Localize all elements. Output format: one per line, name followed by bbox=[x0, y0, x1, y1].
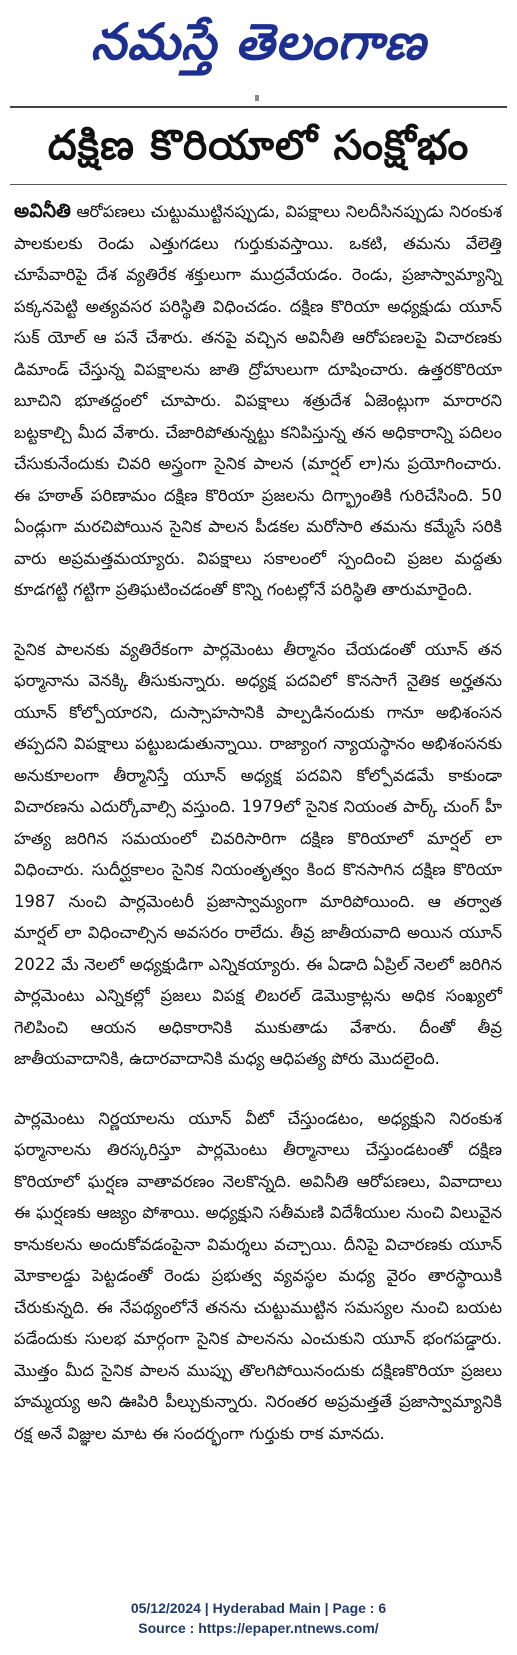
masthead-marker bbox=[255, 95, 259, 101]
headline-divider bbox=[10, 184, 507, 185]
headline: దక్షిణ కొరియాలో సంక్షోభం bbox=[47, 121, 470, 169]
top-divider bbox=[10, 106, 507, 108]
paragraph-2: సైనిక పాలనకు వ్యతిరేకంగా పార్లమెంటు తీర్మానం చేయడంతో యూన్ తన ఫర్మానాను వెనక్కి తీసుకున్నారు. అధ్యక్ష పదవిలో కొనసాగే నైతిక అర్హతను యూన్ కోల్పోయారని, దుస్సాహసానికి పాల్పడినందుకు గానూ అభిశంసన తప్పదని విపక్షాలు పట్టుబడుతున్నాయి. రాజ్యాంగ న్యాయస్థానం అభిశంసనకు అనుకూలంగా తీర్మానిస్తే యూన్ అధ్యక్ష పదవిని కోల్పోవడమే కాకుండా విచారణను ఎదుర్కోవాల్సి వస్తుంది. 1979లో సైనిక నియంత పార్క్ చుంగ్ హీ హత్య జరిగిన సమయంలో చివరిసారిగా దక్షిణ కొరియాలో మార్షల్ లా విధించారు. సుదీర్ఘకాలం సైనిక నియంతృత్వం కింద కొనసాగిన దక్షిణ కొరియా 1987 నుంచి పార్లమెంటరీ ప్రజాస్వామ్యంగా మారిపోయింది. ఆ తర్వాత మార్షల్ లా విధించాల్సిన అవసరం రాలేదు. తీవ్ర జాతీయవాది అయిన యూన్ 2022 మే నెలలో అధ్యక్షుడిగా ఎన్నికయ్యారు. ఈ ఏడాది ఏప్రిల్ నెలలో జరిగిన పార్లమెంటు ఎన్నికల్లో ప్రజలు విపక్ష లిబరల్ డెమొక్రాట్లను అధిక సంఖ్యలో గెలిపించి ఆయన అధికారానికి ముకుతాడు వేశారు. దీంతో తీవ్ర జాతీయవాదానికి, ఉదారవాదానికి మధ్య ఆధిపత్య పోరు మొదలైంది. bbox=[14, 639, 502, 1068]
paragraph-3: పార్లమెంటు నిర్ణయాలను యూన్ వీటో చేస్తుండటం, అధ్యక్షుని నిరంకుశ ఫర్మానాలను తిరస్కరిస్తూ పార్లమెంటు తీర్మానాలు చేస్తుండటంతో దక్షిణ కొరియాలో ఘర్షణ వాతావరణం నెలకొన్నది. అవినీతి ఆరోపణలు, వివాదాలు ఈ ఘర్షణకు ఆజ్యం పోశాయి. అధ్యక్షుని సతీమణి విదేశీయుల నుంచి విలువైన కానుకలను అందుకోవడంపైనా విమర్శలు వచ్చాయి. దీనిపై విచారణకు యూన్ మోకాలడ్డు పెట్టడంతో రెండు ప్రభుత్వ వ్యవస్థల మధ్య వైరం తారస్థాయికి చేరుకున్నది. ఈ నేపథ్యంలోనే తనను చుట్టుముట్టిన సమస్యల నుంచి బయట పడేందుకు సులభ మార్గంగా సైనిక పాలనను ఎంచుకుని యూన్ భంగపడ్డారు. మొత్తం మీద సైనిక పాలన ముప్పు తొలగిపోయినందుకు దక్షిణకొరియా ప్రజలు హమ్మయ్య అని ఊపిరి పీల్చుకున్నారు. నిరంతర అప్రమత్తతే ప్రజాస్వామ్యానికి రక్ష అనే విజ్ఞుల మాట ఈ సందర్భంగా గుర్తుకు రాక మానదు. bbox=[14, 1108, 502, 1443]
article-body bbox=[14, 196, 502, 1449]
footer bbox=[0, 1598, 517, 1638]
source-link[interactable]: Source : https://epaper.ntnews.com/ bbox=[138, 1620, 379, 1636]
edition-info: 05/12/2024 | Hyderabad Main | Page : 6 bbox=[130, 1600, 387, 1616]
masthead bbox=[0, 8, 517, 88]
paragraph-1 bbox=[14, 196, 502, 606]
paragraph-1-text: ఆరోపణలు చుట్టుముట్టినప్పుడు, విపక్షాలు నిలదీసినప్పుడు నిరంకుశ పాలకులకు రెండు ఎత్తుగడలు గుర్తుకువస్తాయి. ఒకటి, తమను వేలెత్తి చూపేవారిపై దేశ వ్యతిరేక శక్తులుగా ముద్రవేయడం. రెండు, ప్రజాస్వామ్యాన్ని పక్కనపెట్టి అత్యవసర పరిస్థితి విధించడం. దక్షిణ కొరియా అధ్యక్షుడు యూన్ సుక్ యోల్ ఆ పనే చేశారు. తనపై వచ్చిన అవినీతి ఆరోపణలపై విచారణకు డిమాండ్ చేస్తున్న విపక్షాలను జాతి ద్రోహులుగా దూషించారు. ఉత్తరకొరియా బూచిని భూతద్దంలో చూపారు. విపక్షాలు శత్రుదేశ ఏజెంట్లుగా మారారని బట్టకాల్చి మీద వేశారు. చేజారిపోతున్నట్టు కనిపిస్తున్న తన అధికారాన్ని పదిలం చేసుకునేందుకు చివరి అస్త్రంగా సైనిక పాలన (మార్షల్ లా)ను ప్రయోగించారు. ఈ హఠాత్ పరిణామం దక్షిణ కొరియా ప్రజలను దిగ్భ్రాంతికి గురిచేసింది. 50 ఏండ్లుగా మరచిపోయిన సైనిక పాలన పీడకల మరోసారి తమను కమ్మేసే సరికి వారు అప్రమత్తమయ్యారు. విపక్షాలు సకాలంలో స్పందించి ప్రజల మద్దతు కూడగట్టి గట్టిగా ప్రతిఘటించడంతో కొన్ని గంటల్లోనే పరిస్థితి తారుమారైంది. bbox=[14, 202, 502, 599]
newspaper-logo-title: నమస్తే తెలంగాణ bbox=[90, 12, 427, 71]
lead-word: అవినీతి bbox=[14, 200, 71, 222]
